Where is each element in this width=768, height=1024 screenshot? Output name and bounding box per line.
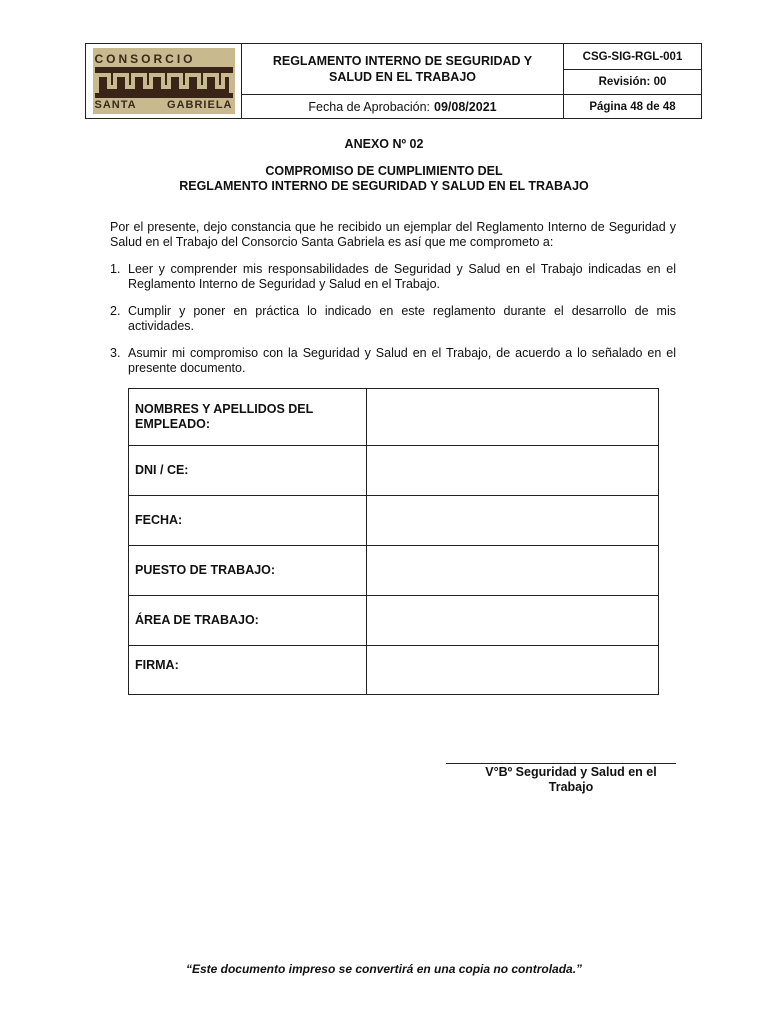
footer-note: “Este documento impreso se convertirá en una copia no controlada.”: [185, 962, 583, 976]
field-label-name: NOMBRES Y APELLIDOS DEL EMPLEADO:: [129, 389, 367, 446]
field-value-date[interactable]: [366, 496, 658, 546]
document-code: CSG-SIG-RGL-001: [564, 44, 701, 70]
table-row: [129, 596, 659, 646]
field-label-signature: FIRMA:: [129, 646, 367, 695]
field-value-position[interactable]: [366, 546, 658, 596]
list-item-number: 1.: [110, 262, 121, 276]
field-value-name[interactable]: [366, 389, 658, 446]
table-row: [129, 646, 659, 695]
document-title: REGLAMENTO INTERNO DE SEGURIDAD Y SALUD EN EL TRABAJO: [242, 44, 563, 95]
field-label-area: ÁREA DE TRABAJO:: [129, 596, 367, 646]
field-label-date: FECHA:: [129, 496, 367, 546]
signature-line: [446, 763, 676, 764]
approval-date-value: 09/08/2021: [434, 99, 497, 114]
table-row: [129, 496, 659, 546]
logo-pattern-icon: [95, 67, 233, 98]
header-right: [564, 44, 701, 118]
approval-date-label: Fecha de Aprobación:: [308, 99, 431, 114]
subtitle-line-2: REGLAMENTO INTERNO DE SEGURIDAD Y SALUD EN EL TRABAJO: [179, 179, 589, 193]
logo-text-bottom: [95, 98, 233, 111]
list-item: [110, 262, 676, 292]
approval-date: [242, 95, 563, 118]
employee-form-table: [128, 388, 659, 695]
field-value-signature[interactable]: [366, 646, 658, 695]
table-row: [129, 446, 659, 496]
list-item-number: 2.: [110, 304, 121, 318]
intro-paragraph: Por el presente, dejo constancia que he recibido un ejemplar del Reglamento Interno de Seguridad y Salud en el Trabajo del Consorcio Santa Gabriela es así que me comprometo a:: [110, 220, 676, 249]
logo-top-text: CONSORCIO: [94, 51, 196, 66]
list-item: [110, 346, 676, 376]
company-logo: [93, 48, 235, 114]
document-header: [85, 43, 702, 119]
field-value-dni[interactable]: [366, 446, 658, 496]
header-center: [242, 44, 564, 118]
table-row: [129, 389, 659, 446]
field-value-area[interactable]: [366, 596, 658, 646]
logo-pattern: [95, 67, 233, 98]
list-item-number: 3.: [110, 346, 121, 360]
signature-label: V°Bº Seguridad y Salud en el Trabajo: [485, 765, 657, 794]
list-item: [110, 304, 676, 334]
section-subtitle: [0, 164, 768, 194]
field-label-position: PUESTO DE TRABAJO:: [129, 546, 367, 596]
page-number: Página 48 de 48: [589, 100, 676, 113]
list-item-text: Leer y comprender mis responsabilidades de Seguridad y Salud en el Trabajo indicadas en el Reglamento Interno de Seguridad y Salud en el Trabajo.: [128, 262, 676, 291]
list-item-text: Cumplir y poner en práctica lo indicado en este reglamento durante el desarrollo de mis actividades.: [128, 304, 676, 333]
table-row: [129, 546, 659, 596]
field-label-dni: DNI / CE:: [129, 446, 367, 496]
list-item-text: Asumir mi compromiso con la Seguridad y Salud en el Trabajo, de acuerdo a lo señalado en el presente documento.: [128, 346, 676, 375]
logo-text-top: [95, 52, 233, 65]
revision: Revisión: 00: [564, 70, 701, 95]
subtitle-line-1: COMPROMISO DE CUMPLIMIENTO DEL: [265, 164, 503, 178]
logo-cell: [86, 44, 242, 118]
annex-title: ANEXO Nº 02: [344, 137, 424, 151]
logo-bottom-text: SANTA GABRIELA: [94, 98, 233, 111]
